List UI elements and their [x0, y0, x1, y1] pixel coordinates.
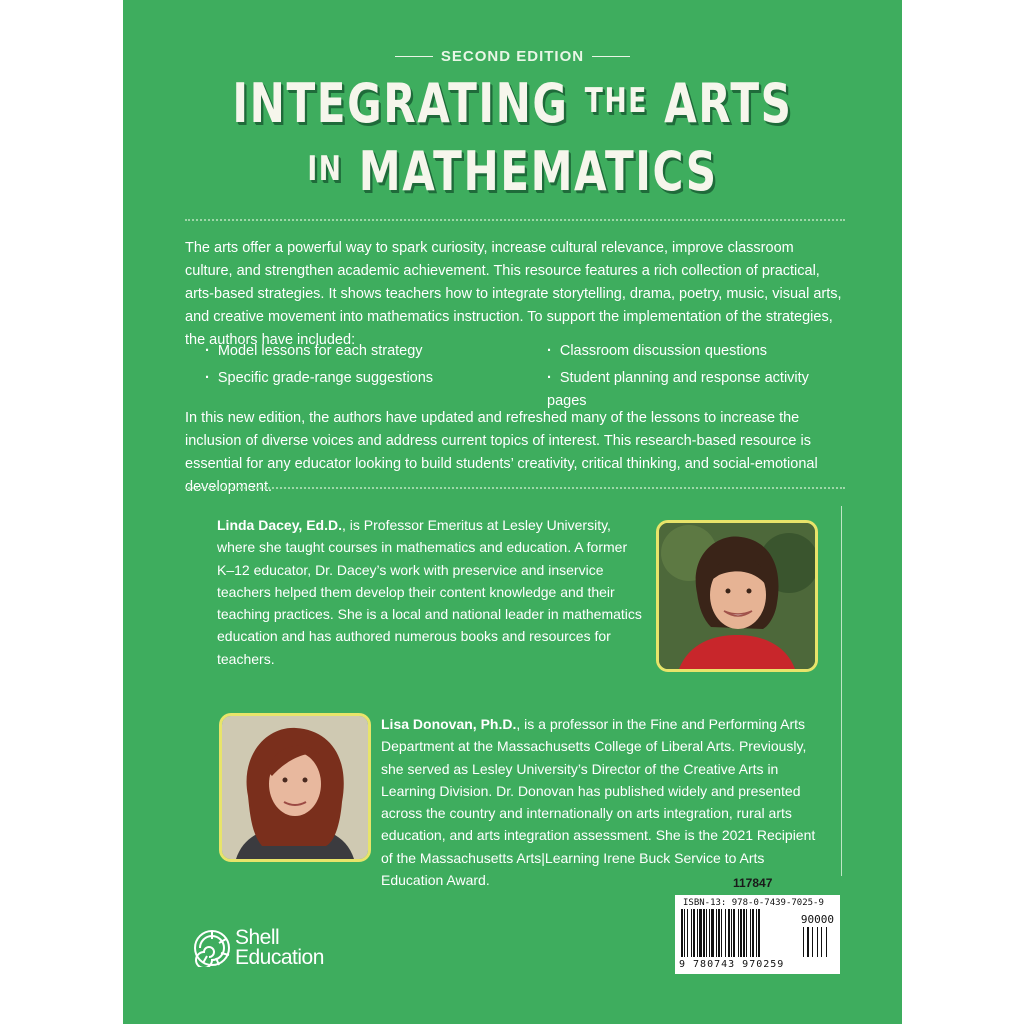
barcode-addon-bar [826, 927, 827, 957]
title-integrating: INTEGRATING [232, 72, 569, 135]
author-name: Linda Dacey, Ed.D. [217, 517, 342, 533]
product-code: 117847 [733, 876, 773, 890]
edition-rule-left [395, 56, 433, 57]
barcode-bar [693, 909, 695, 957]
isbn-barcode [675, 895, 840, 974]
author-photo-dacey [656, 520, 818, 672]
isbn-label: ISBN-13: 978-0-7439-7025-9 [683, 898, 824, 908]
price-code: 90000 [800, 913, 834, 926]
back-cover [123, 0, 902, 1024]
nautilus-shell-icon [193, 929, 231, 967]
barcode-bar [725, 909, 726, 957]
barcode-bar [758, 909, 760, 957]
barcode-bar [718, 909, 720, 957]
barcode-addon-bar [803, 927, 804, 957]
barcode-bar [721, 909, 722, 957]
feature-item: · Model lessons for each strategy [205, 340, 547, 363]
barcode-addon-bar [807, 927, 809, 957]
barcode-bar [731, 909, 732, 957]
barcode-addon-bar [821, 927, 822, 957]
barcode-bar [733, 909, 735, 957]
barcode-bar [709, 909, 710, 957]
feature-item: · Specific grade-range suggestions [205, 367, 547, 413]
feature-item: · Classroom discussion questions [547, 340, 847, 363]
barcode-bar [750, 909, 751, 957]
author-name: Lisa Donovan, Ph.D. [381, 716, 517, 732]
author-bio-dacey [217, 514, 647, 670]
title-mathematics: MATHEMATICS [358, 140, 718, 203]
publisher-logo [193, 928, 324, 968]
barcode-bar [716, 909, 717, 957]
author-bio-donovan [381, 713, 821, 891]
barcode-bar [681, 909, 683, 957]
title-the: THE [584, 81, 648, 121]
features-list [205, 340, 845, 413]
barcode-bar [740, 909, 742, 957]
barcode-bar [738, 909, 739, 957]
barcode-addon-bar [817, 927, 818, 957]
title-in: IN [307, 149, 343, 189]
book-title-line2 [209, 140, 817, 203]
dotted-divider-top [185, 219, 845, 221]
title-arts: ARTS [664, 72, 793, 135]
barcode-addon-bar [812, 927, 813, 957]
closing-paragraph: In this new edition, the authors have updated and refreshed many of the lessons to increase the inclusion of diverse voices and address current topics of interest. This research-based resource is essential for any educator looking to build students’ creativity, critical thinking, and social-emotional development. [185, 410, 818, 495]
barcode-bar [706, 909, 707, 957]
barcode-bar [699, 909, 702, 957]
edition-text: SECOND EDITION [440, 48, 585, 65]
barcode-bar [728, 909, 730, 957]
edition-rule-right [592, 56, 630, 57]
author-bio-text: , is a professor in the Fine and Performing Arts Department at the Massachusetts College of Liberal Arts. Previously, she served as Lesley University’s Director of the Creative Arts in Learning Division. Dr. Donovan has published widely and presented across the country and internationally on arts integration, rural arts education, and arts integration assessment. She is the 2021 Recipient of the Massachusetts Arts|Learning Irene Buck Service to Arts Education Award. [381, 716, 816, 889]
barcode-bar [687, 909, 688, 957]
barcode-bar [711, 909, 714, 957]
barcode-bar [752, 909, 754, 957]
publisher-name: Shell Education [235, 926, 324, 969]
barcode-bar [684, 909, 685, 957]
barcode-bar [746, 909, 747, 957]
barcode-bar [743, 909, 745, 957]
edition-label [123, 48, 902, 65]
feature-item: · Student planning and response activity pages [547, 367, 847, 413]
intro-paragraph: The arts offer a powerful way to spark curiosity, increase cultural relevance, improve classroom culture, and strengthen academic achievement. This resource features a rich collection of practical, arts-based strategies. It shows teachers how to integrate storytelling, drama, poetry, music, visual arts, and creative movement into mathematics instruction. To support the implementation of the strategies, the authors have included: [185, 240, 842, 348]
author-photo-donovan [219, 713, 371, 862]
barcode-bar [691, 909, 692, 957]
book-title-line1 [209, 72, 817, 135]
dotted-divider-bottom [185, 487, 845, 489]
barcode-bar [703, 909, 705, 957]
barcode-number: 9 780743 970259 [679, 959, 785, 970]
barcode-bar [697, 909, 698, 957]
vertical-divider [841, 506, 842, 876]
author-bio-text: , is Professor Emeritus at Lesley University, where she taught courses in mathematics and education. A former K–12 educator, Dr. Dacey’s work with preservice and inservice teachers helped them develop their content knowledge and their teaching practices. She is a local and national leader in mathematics education and has authored numerous books and resources for teachers. [217, 517, 642, 667]
barcode-bar [756, 909, 757, 957]
